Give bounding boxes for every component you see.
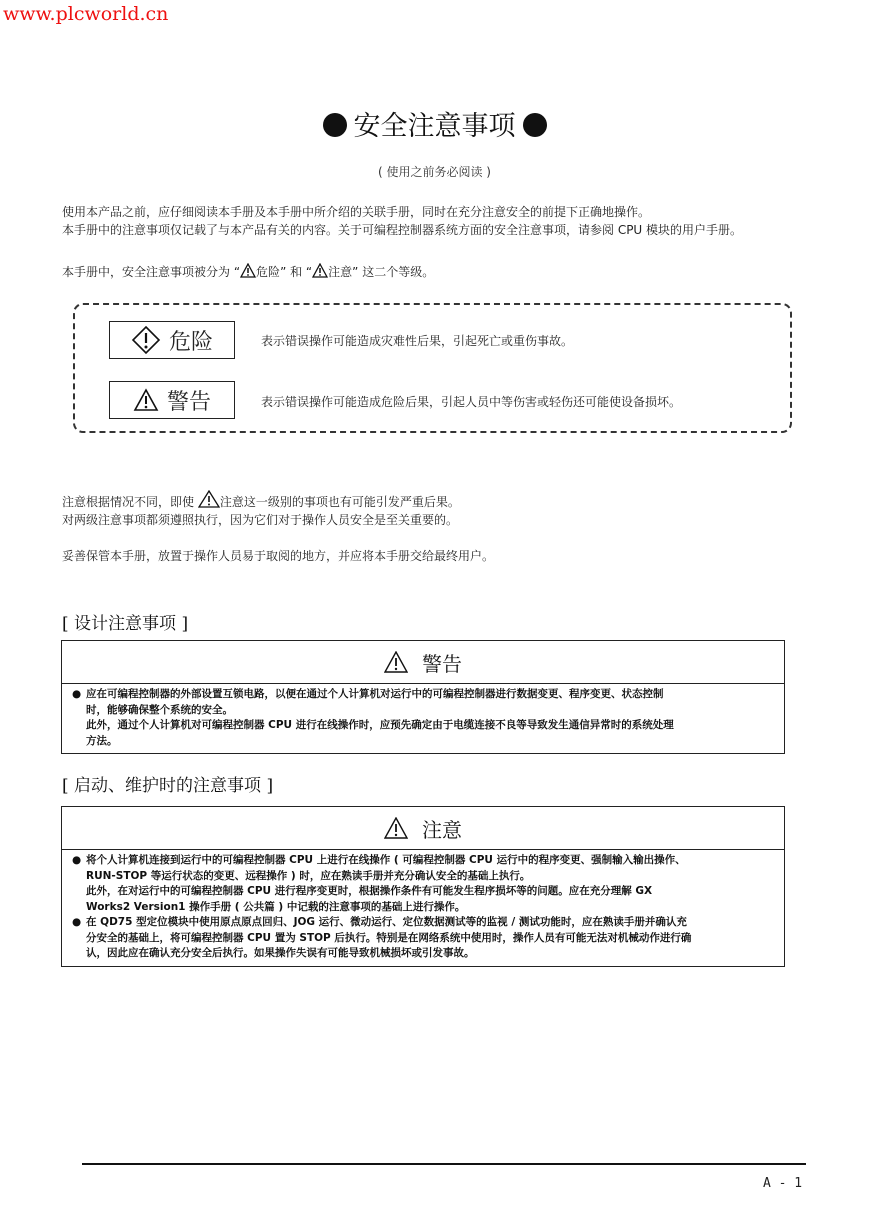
levels-text: ” 和 “ [280, 265, 313, 279]
page-title: 安全注意事项 [0, 104, 869, 143]
intro-line: 使用本产品之前，应仔细阅读本手册及本手册中所介绍的关联手册，同时在充分注意安全的前提下正确地操作。 [62, 205, 651, 219]
design-warning-label: 警告 [422, 651, 462, 676]
design-warning-header [62, 641, 784, 684]
maintenance-caution-label: 注意 [422, 817, 462, 842]
intro-paragraph [62, 203, 810, 239]
item-line: 分安全的基础上，将可编程控制器 CPU 置为 STOP 后执行。特别是在网络系统中使用时，操作人员有可能无法对机械动作进行确 [86, 931, 692, 944]
warning-triangle-icon [384, 817, 408, 839]
maintenance-caution-table [61, 806, 785, 967]
levels-text: 危险 [256, 265, 281, 279]
warning-triangle-icon [133, 388, 159, 412]
item-line: 方法。 [86, 734, 118, 747]
page-number: A - 1 [763, 1176, 803, 1191]
maintenance-caution-body [62, 850, 784, 966]
warning-triangle-icon [198, 490, 220, 508]
bullet-icon: ● [72, 854, 82, 866]
notes-keep-manual: 妥善保管本手册，放置于操作人员易于取阅的地方，并应将本手册交给最终用户。 [62, 549, 495, 563]
maintenance-section-title: [ 启动、维护时的注意事项 ] [62, 776, 274, 796]
warning-triangle-icon [240, 263, 256, 278]
danger-description: 表示错误操作可能造成灾难性后果，引起死亡或重伤事故。 [261, 334, 574, 348]
levels-text: 注意 [328, 265, 353, 279]
warning-label: 警告 [166, 389, 211, 415]
item-line: Works2 Version1 操作手册 ( 公共篇 ) 中记载的注意事项的基础上进行操作。 [86, 900, 466, 913]
page-subtitle: ( 使用之前务必阅读 ) [378, 165, 491, 179]
levels-text: 本手册中，安全注意事项被分为 “ [62, 265, 241, 279]
warning-description: 表示错误操作可能造成危险后果，引起人员中等伤害或轻伤还可能使设备损坏。 [261, 395, 682, 409]
warning-signal [109, 381, 235, 419]
danger-diamond-icon [131, 325, 161, 355]
design-warning-body [62, 684, 784, 753]
maintenance-caution-header [62, 807, 784, 850]
design-section-title: [ 设计注意事项 ] [62, 614, 189, 634]
bullet-dot-icon [523, 113, 547, 137]
bullet-dot-icon [323, 113, 347, 137]
list-item [72, 853, 776, 915]
bullet-icon: ● [72, 916, 82, 928]
item-line: 在 QD75 型定位模块中使用原点原点回归、JOG 运行、微动运行、定位数据测试等的监视 / 测试功能时，应在熟读手册并确认充 [86, 916, 687, 928]
item-line: 应在可编程控制器的外部设置互锁电路，以便在通过个人计算机对运行中的可编程控制器进行数据变更、程序变更、状态控制 [86, 688, 664, 700]
watermark: www.plcworld.cn [3, 3, 169, 25]
danger-label: 危险 [168, 329, 213, 355]
design-warning-table [61, 640, 785, 754]
item-line: RUN-STOP 等运行状态的变更、远程操作 ) 时，应在熟读手册并充分确认安全的基础上执行。 [86, 869, 531, 882]
signal-legend [73, 303, 792, 433]
item-line: 时，能够确保整个系统的安全。 [86, 703, 233, 716]
warning-triangle-icon [312, 263, 328, 278]
item-line: 将个人计算机连接到运行中的可编程控制器 CPU 上进行在线操作 ( 可编程控制器 CPU 运行中的程序变更、强制输入输出操作、 [86, 854, 686, 866]
warning-triangle-icon [384, 651, 408, 673]
item-line: 此外，在对运行中的可编程控制器 CPU 进行程序变更时，根据操作条件有可能发生程序损坏等的问题。应在充分理解 GX [86, 885, 653, 897]
item-line: 此外，通过个人计算机对可编程控制器 CPU 进行在线操作时，应预先确定由于电缆连接不良等导致发生通信异常时的系统处理 [86, 719, 674, 731]
notes-paragraph [62, 490, 810, 529]
levels-text: ” 这二个等级。 [352, 265, 435, 279]
levels-line [62, 263, 810, 281]
notes-line: 注意根据情况不同，即使 注意这一级别的事项也有可能引发严重后果。 [62, 490, 810, 511]
bullet-icon: ● [72, 688, 82, 700]
intro-line: 本手册中的注意事项仅记载了与本产品有关的内容。关于可编程控制器系统方面的安全注意事项，请参阅 CPU 模块的用户手册。 [62, 223, 743, 237]
list-item [72, 687, 776, 749]
footer-divider [82, 1163, 806, 1165]
item-line: 认，因此应在确认充分安全后执行。如果操作失误有可能导致机械损坏或引发事故。 [86, 947, 475, 959]
danger-signal [109, 321, 235, 359]
notes-line: 对两级注意事项都须遵照执行，因为它们对于操作人员安全是至关重要的。 [62, 513, 459, 527]
list-item [72, 915, 776, 962]
